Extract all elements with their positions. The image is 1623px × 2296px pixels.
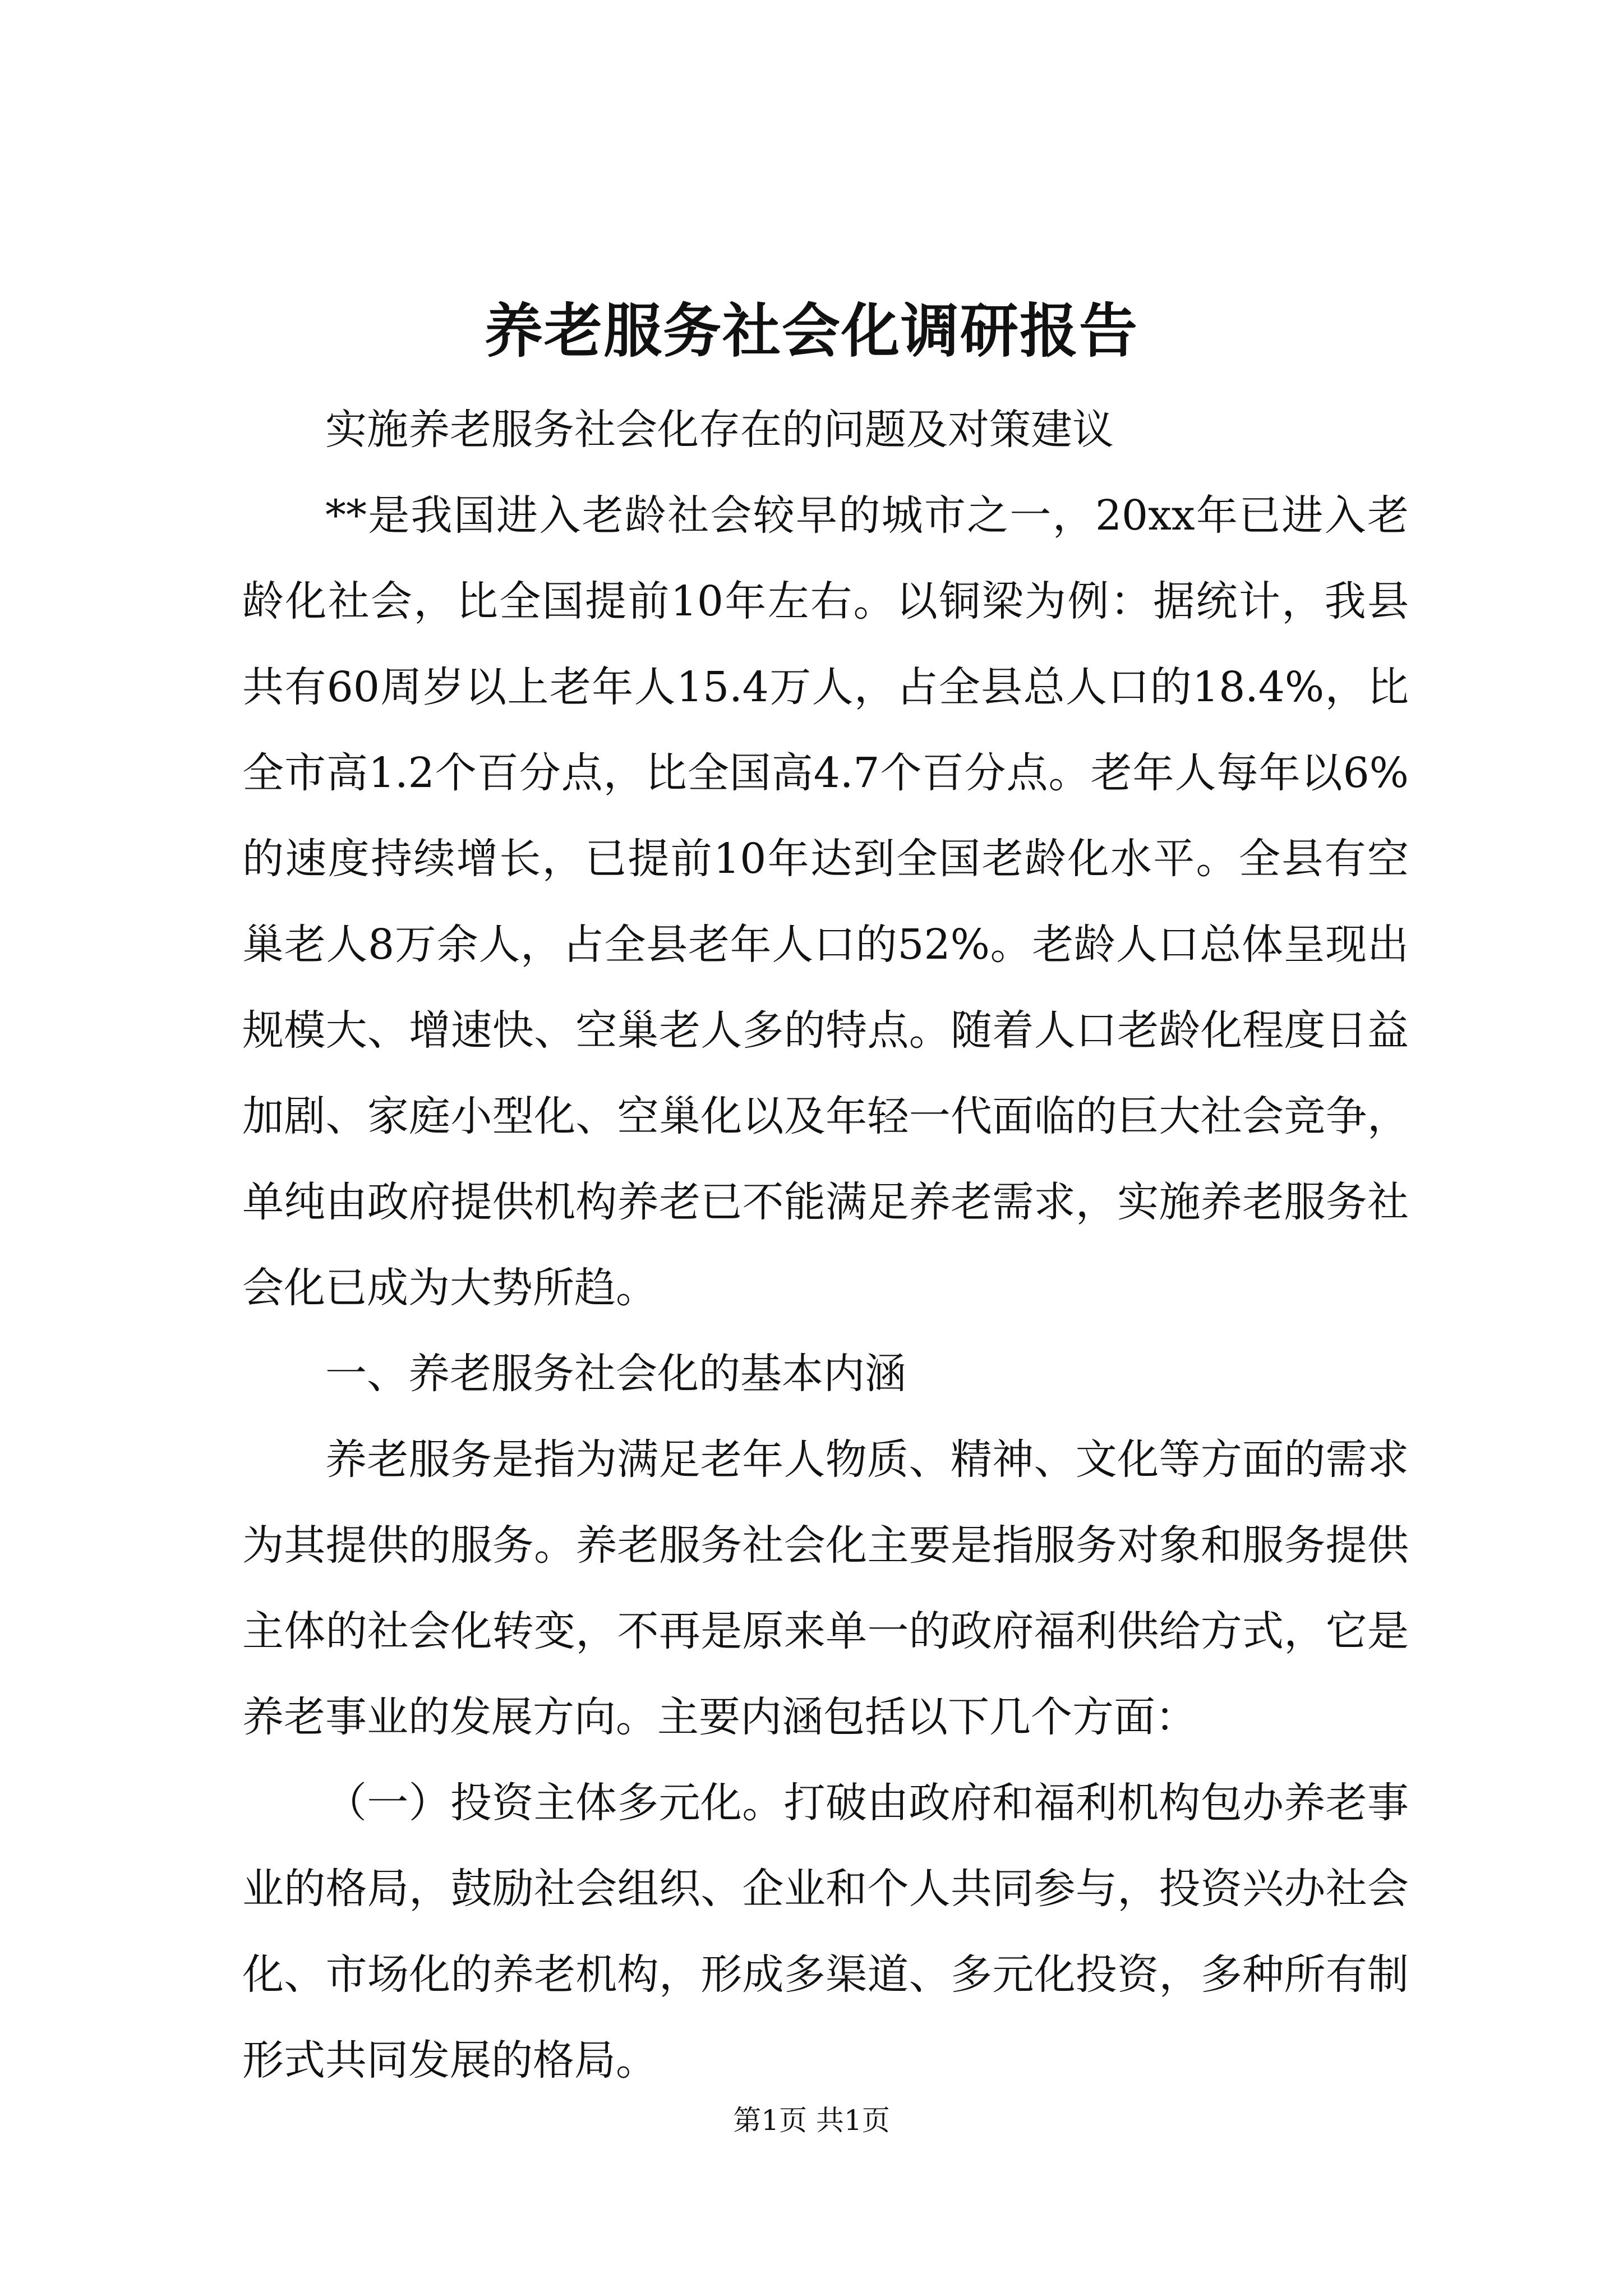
intro-paragraph: **是我国进入老龄社会较早的城市之一，20xx年已进入老龄化社会，比全国提前10年左右。以铜梁为例：据统计，我县共有60周岁以上老年人15.4万人，占全县总人口的18.4%，比全市高1.2个百分点，比全国高4.7个百分点。老年人每年以6%的速度持续增长，已提前10年达到全国老龄化水平。全县有空巢老人8万余人，占全县老年人口的52%。老龄人口总体呈现出规模大、增速快、空巢老人多的特点。随着人口老龄化程度日益加剧、家庭小型化、空巢化以及年轻一代面临的巨大社会竞争，单纯由政府提供机构养老已不能满足养老需求，实施养老服务社会化已成为大势所趋。 [242,491,1409,1312]
point-one-paragraph: （一）投资主体多元化。打破由政府和福利机构包办养老事业的格局，鼓励社会组织、企业和个人共同参与，投资兴办社会化、市场化的养老机构，形成多渠道、多元化投资，多种所有制形式共同发展的格局。 [242,1779,1409,2085]
page-footer: 第1页 共1页 [733,2104,890,2137]
definition-paragraph: 养老服务是指为满足老年人物质、精神、文化等方面的需求为其提供的服务。养老服务社会化主要是指服务对象和服务提供主体的社会化转变，不再是原来单一的政府福利供给方式，它是养老事业的发展方向。主要内涵包括以下几个方面： [242,1435,1409,1741]
subtitle-paragraph: 实施养老服务社会化存在的问题及对策建议 [325,406,1114,454]
document-body [242,387,1409,2104]
document-title: 养老服务社会化调研报告 [484,296,1138,365]
section-heading: 一、养老服务社会化的基本内涵 [325,1350,906,1398]
